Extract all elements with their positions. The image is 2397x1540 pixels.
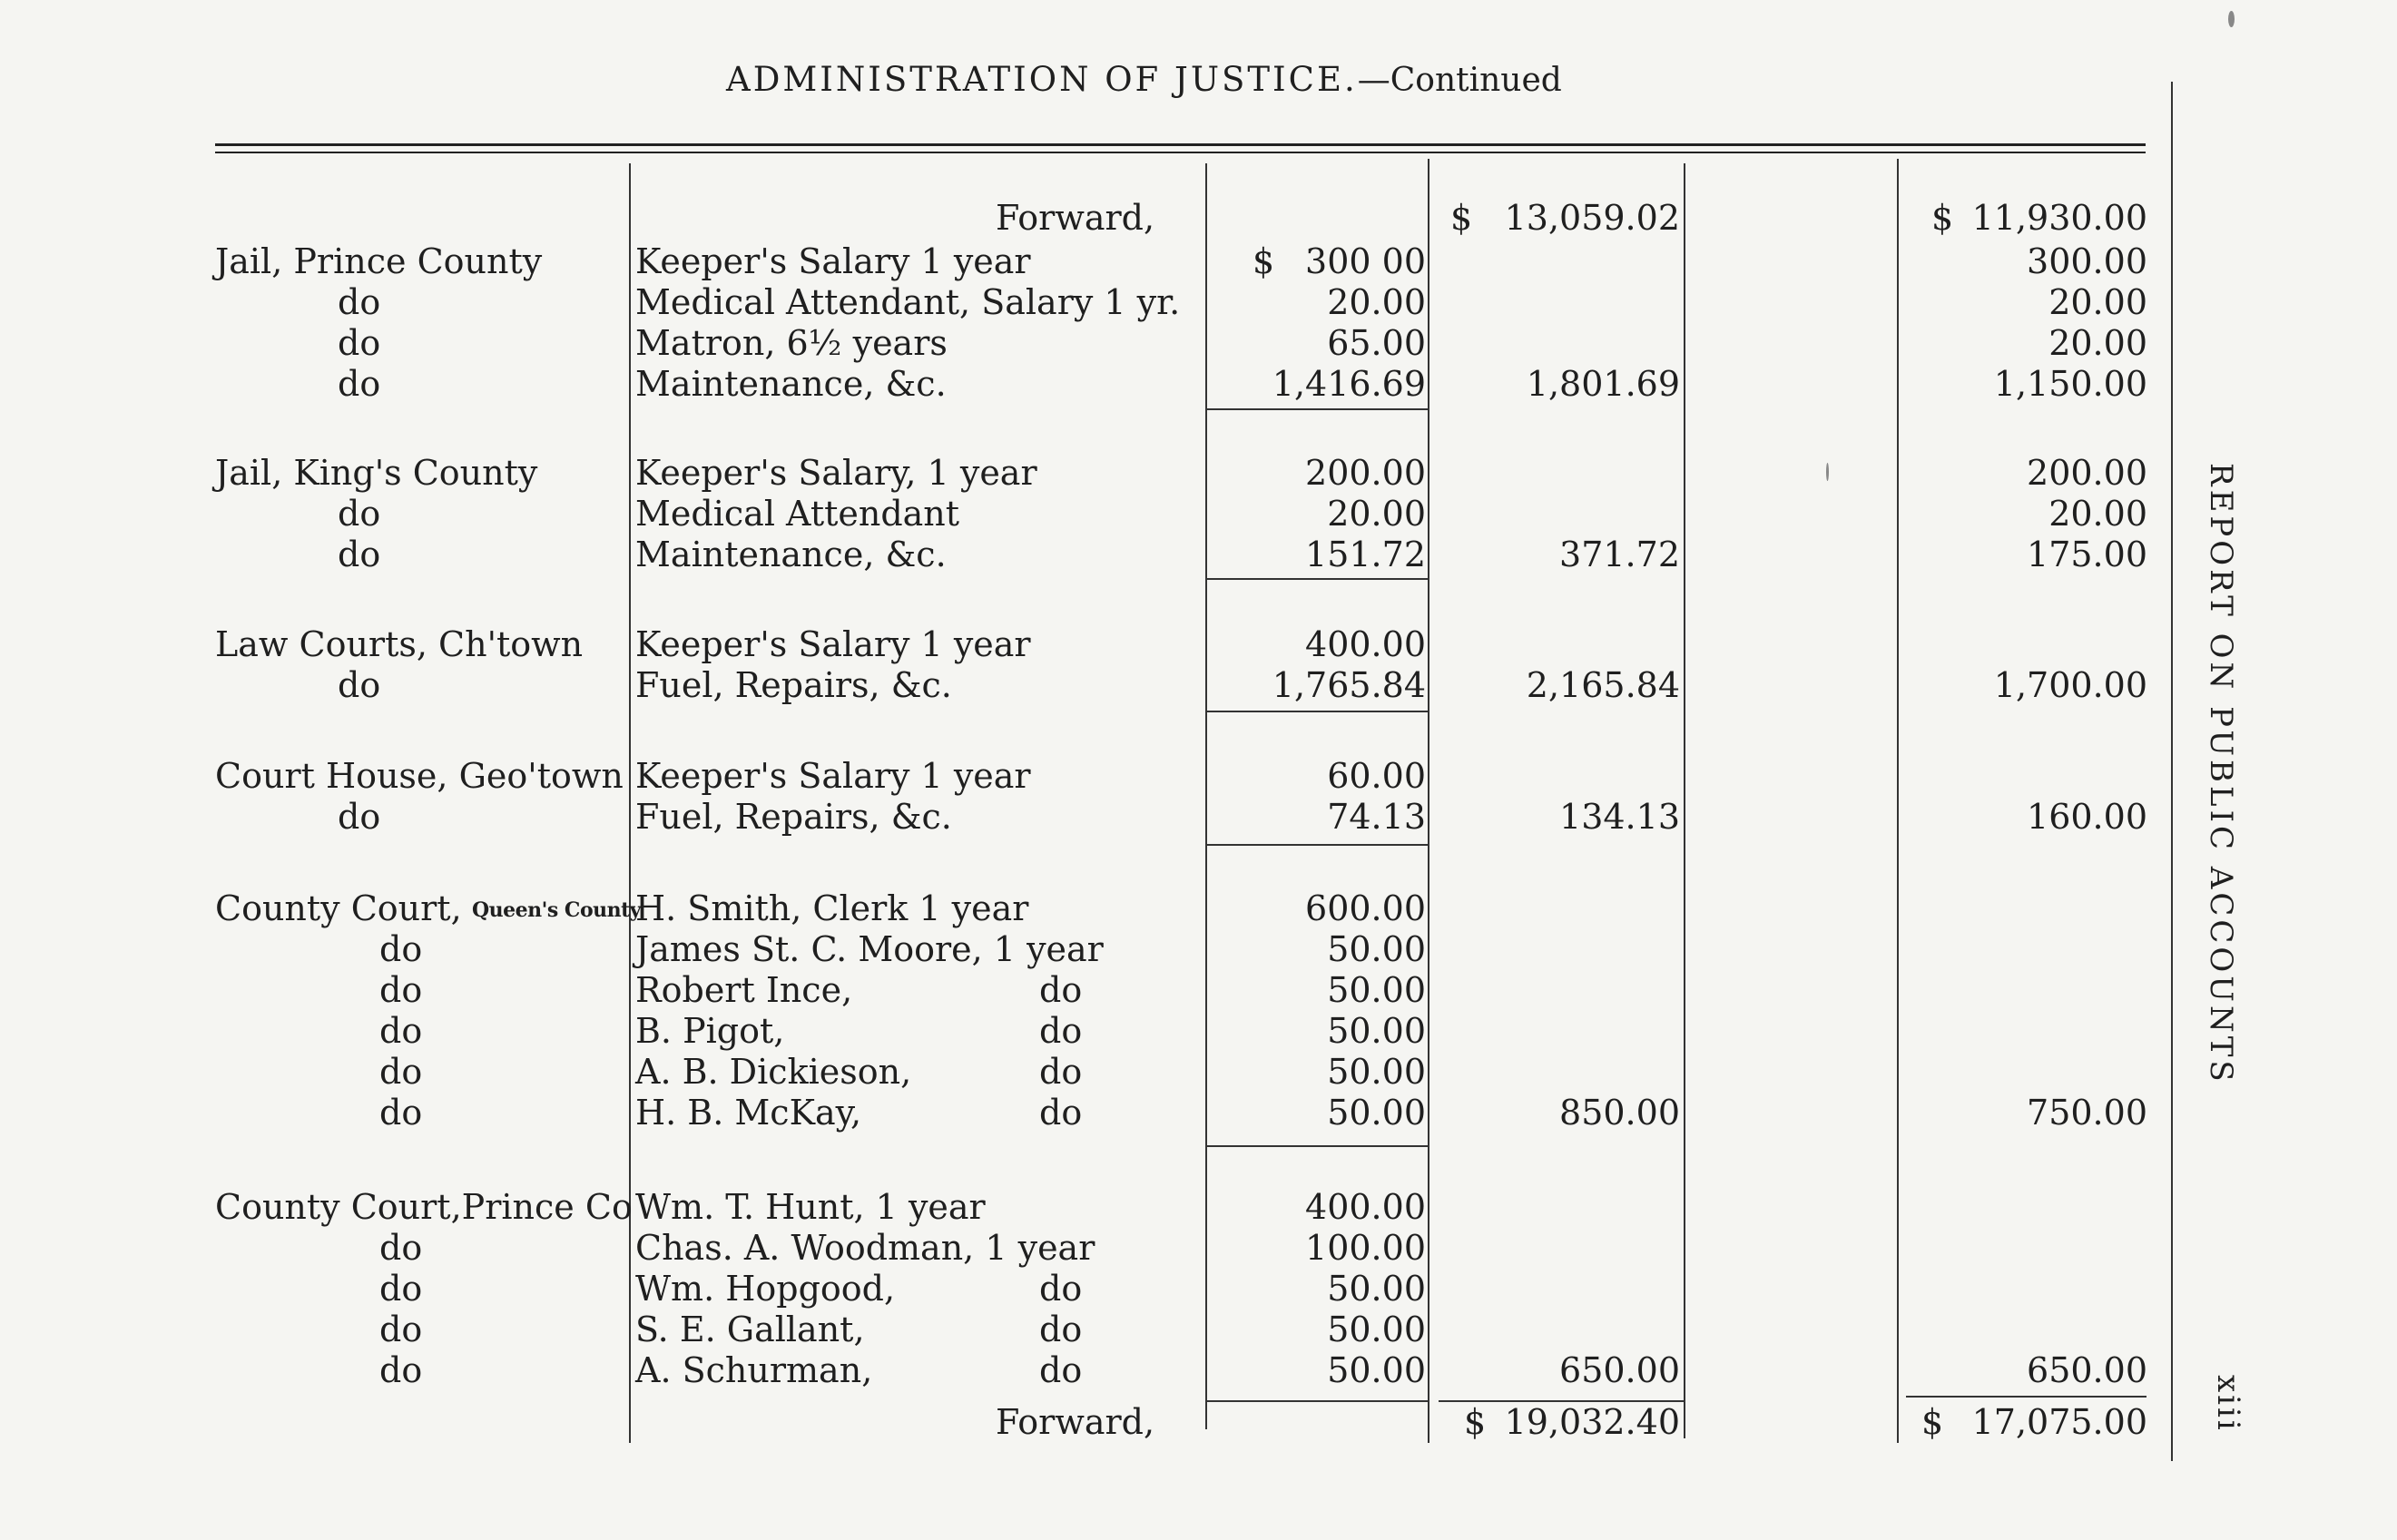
account-label: do: [338, 665, 381, 705]
account-label: do: [379, 1093, 423, 1133]
item-description: Medical Attendant: [635, 494, 960, 534]
item-description: Maintenance, &c.: [635, 364, 947, 404]
amount-detail: 50.00: [1327, 1011, 1426, 1051]
table-row: [0, 796, 2397, 838]
amount-estimate: 1,700.00: [1993, 665, 2147, 705]
item-description: Keeper's Salary 1 year: [635, 624, 1031, 664]
table-row: [0, 888, 2397, 929]
item-description: Keeper's Salary 1 year: [635, 756, 1031, 796]
amount-detail: 60.00: [1327, 756, 1426, 796]
table-row: [0, 1309, 2397, 1350]
forward-col4: 13,059.02: [1504, 198, 1680, 238]
account-label-county: Queen's County: [472, 898, 642, 922]
account-label: County Court,Prince Co: [215, 1187, 633, 1227]
amount-detail: 400.00: [1305, 624, 1426, 664]
item-description: Chas. A. Woodman, 1 year: [635, 1228, 1095, 1268]
account-label: do: [338, 282, 381, 322]
amount-detail: 20.00: [1327, 494, 1426, 534]
table-row: [0, 363, 2397, 405]
item-description: James St. C. Moore, 1 year: [635, 929, 1104, 969]
amount-detail: 1,416.69: [1272, 364, 1426, 404]
account-label: do: [379, 1269, 423, 1309]
page-number: xiii: [2210, 1375, 2246, 1433]
ditto-mark: do: [1039, 970, 1083, 1010]
item-description: H. Smith, Clerk 1 year: [635, 888, 1029, 928]
amount-detail: 50.00: [1327, 1269, 1426, 1309]
table-row: [0, 240, 2397, 282]
forward-label: Forward,: [996, 1402, 1155, 1442]
table-row: [0, 1186, 2397, 1228]
table-row: [0, 322, 2397, 364]
amount-detail: 151.72: [1305, 535, 1426, 574]
table-row: [0, 1349, 2397, 1391]
table-row: [0, 493, 2397, 535]
amount-detail: 50.00: [1327, 1309, 1426, 1349]
account-label: do: [338, 535, 381, 574]
item-description: Keeper's Salary, 1 year: [635, 453, 1037, 493]
item-description: Maintenance, &c.: [635, 535, 947, 574]
amount-detail: 50.00: [1327, 1052, 1426, 1092]
amount-subtotal: 650.00: [1559, 1350, 1680, 1390]
account-label: Jail, King's County: [215, 453, 538, 493]
ditto-mark: do: [1039, 1350, 1083, 1390]
title-main: ADMINISTRATION OF JUSTICE.: [726, 60, 1358, 99]
header-rule-top: [215, 143, 2146, 146]
item-description: A. Schurman,: [635, 1350, 873, 1390]
amount-detail: 74.13: [1327, 797, 1426, 837]
amount-subtotal: 2,165.84: [1526, 665, 1680, 705]
dollar-sign: $: [1464, 1402, 1487, 1442]
amount-estimate: 750.00: [2027, 1093, 2147, 1133]
account-label: do: [379, 1052, 423, 1092]
amount-detail: 1,765.84: [1272, 665, 1426, 705]
amount-estimate: 20.00: [2048, 282, 2147, 322]
amount-subtotal: 134.13: [1559, 797, 1680, 837]
forward-row-bottom: [0, 1401, 2397, 1443]
dollar-sign: $: [1253, 241, 1275, 281]
item-description: S. E. Gallant,: [635, 1309, 865, 1349]
header-rule-bottom: [215, 152, 2146, 153]
amount-detail: 50.00: [1327, 970, 1426, 1010]
account-label: do: [338, 494, 381, 534]
amount-subtotal: 850.00: [1559, 1093, 1680, 1133]
account-label: do: [379, 1309, 423, 1349]
forward-col5: 17,075.00: [1971, 1402, 2147, 1442]
account-label: Jail, Prince County: [215, 241, 543, 281]
forward-col4: 19,032.40: [1504, 1402, 1680, 1442]
ditto-mark: do: [1039, 1093, 1083, 1133]
forward-col5: 11,930.00: [1971, 198, 2147, 238]
subtotal-rule: [1205, 1145, 1428, 1147]
item-description: Fuel, Repairs, &c.: [635, 797, 952, 837]
amount-detail: 400.00: [1305, 1187, 1426, 1227]
amount-estimate: 1,150.00: [1993, 364, 2147, 404]
title-continued: —Continued: [1357, 62, 1562, 99]
item-description: Keeper's Salary 1 year: [635, 241, 1031, 281]
amount-estimate: 175.00: [2027, 535, 2147, 574]
side-running-title: REPORT ON PUBLIC ACCOUNTS: [2203, 463, 2239, 1085]
amount-subtotal: 371.72: [1559, 535, 1680, 574]
amount-estimate: 20.00: [2048, 494, 2147, 534]
amount-detail: 100.00: [1305, 1228, 1426, 1268]
table-row: [0, 1010, 2397, 1052]
account-label: Law Courts, Ch'town: [215, 624, 584, 664]
ditto-mark: do: [1039, 1309, 1083, 1349]
table-row: [0, 1227, 2397, 1269]
item-description: A. B. Dickieson,: [635, 1052, 912, 1092]
table-row: [0, 1051, 2397, 1093]
amount-detail: 50.00: [1327, 1350, 1426, 1390]
account-label: do: [379, 929, 423, 969]
table-row: [0, 755, 2397, 797]
table-row: [0, 452, 2397, 494]
amount-detail: 50.00: [1327, 929, 1426, 969]
item-description: H. B. McKay,: [635, 1093, 862, 1133]
amount-detail: 300 00: [1305, 241, 1426, 281]
subtotal-rule: [1205, 408, 1428, 410]
account-label: do: [379, 1350, 423, 1390]
paper-speck: [1826, 463, 1829, 481]
item-description: Matron, 6½ years: [635, 323, 948, 363]
account-label: do: [379, 1228, 423, 1268]
account-label: do: [338, 797, 381, 837]
amount-subtotal: 1,801.69: [1526, 364, 1680, 404]
forward-row-top: [0, 197, 2397, 239]
amount-detail: 600.00: [1305, 888, 1426, 928]
item-description: Fuel, Repairs, &c.: [635, 665, 952, 705]
subtotal-rule: [1205, 578, 1428, 580]
account-label: do: [379, 1011, 423, 1051]
amount-detail: 20.00: [1327, 282, 1426, 322]
table-row: [0, 664, 2397, 706]
table-row: [0, 623, 2397, 665]
table-row: [0, 928, 2397, 970]
table-row: [0, 1092, 2397, 1133]
amount-detail: 65.00: [1327, 323, 1426, 363]
dollar-sign: $: [1921, 1402, 1944, 1442]
account-label: do: [338, 364, 381, 404]
amount-estimate: 20.00: [2048, 323, 2147, 363]
amount-estimate: 160.00: [2027, 797, 2147, 837]
item-description: Robert Ince,: [635, 970, 853, 1010]
table-row: [0, 534, 2397, 575]
amount-estimate: 650.00: [2027, 1350, 2147, 1390]
account-label: do: [379, 970, 423, 1010]
subtotal-rule: [1205, 711, 1428, 712]
account-label: do: [338, 323, 381, 363]
dollar-sign: $: [1450, 198, 1473, 238]
amount-detail: 200.00: [1305, 453, 1426, 493]
account-label: County Court,: [215, 888, 462, 928]
item-description: Wm. Hopgood,: [635, 1269, 896, 1309]
item-description: Medical Attendant, Salary 1 yr.: [635, 282, 1181, 322]
dollar-sign: $: [1931, 198, 1954, 238]
page-title: [726, 60, 1562, 99]
table-row: [0, 281, 2397, 323]
amount-estimate: 300.00: [2027, 241, 2147, 281]
amount-detail: 50.00: [1327, 1093, 1426, 1133]
account-label: Court House, Geo'town: [215, 756, 624, 796]
item-description: Wm. T. Hunt, 1 year: [635, 1187, 986, 1227]
ditto-mark: do: [1039, 1011, 1083, 1051]
total-rule-col5: [1906, 1396, 2146, 1398]
table-row: [0, 1268, 2397, 1309]
ditto-mark: do: [1039, 1269, 1083, 1309]
amount-estimate: 200.00: [2027, 453, 2147, 493]
paper-speck: [2228, 11, 2235, 27]
ditto-mark: do: [1039, 1052, 1083, 1092]
forward-label: Forward,: [996, 198, 1155, 238]
table-row: [0, 969, 2397, 1011]
item-description: B. Pigot,: [635, 1011, 785, 1051]
subtotal-rule: [1205, 844, 1428, 846]
